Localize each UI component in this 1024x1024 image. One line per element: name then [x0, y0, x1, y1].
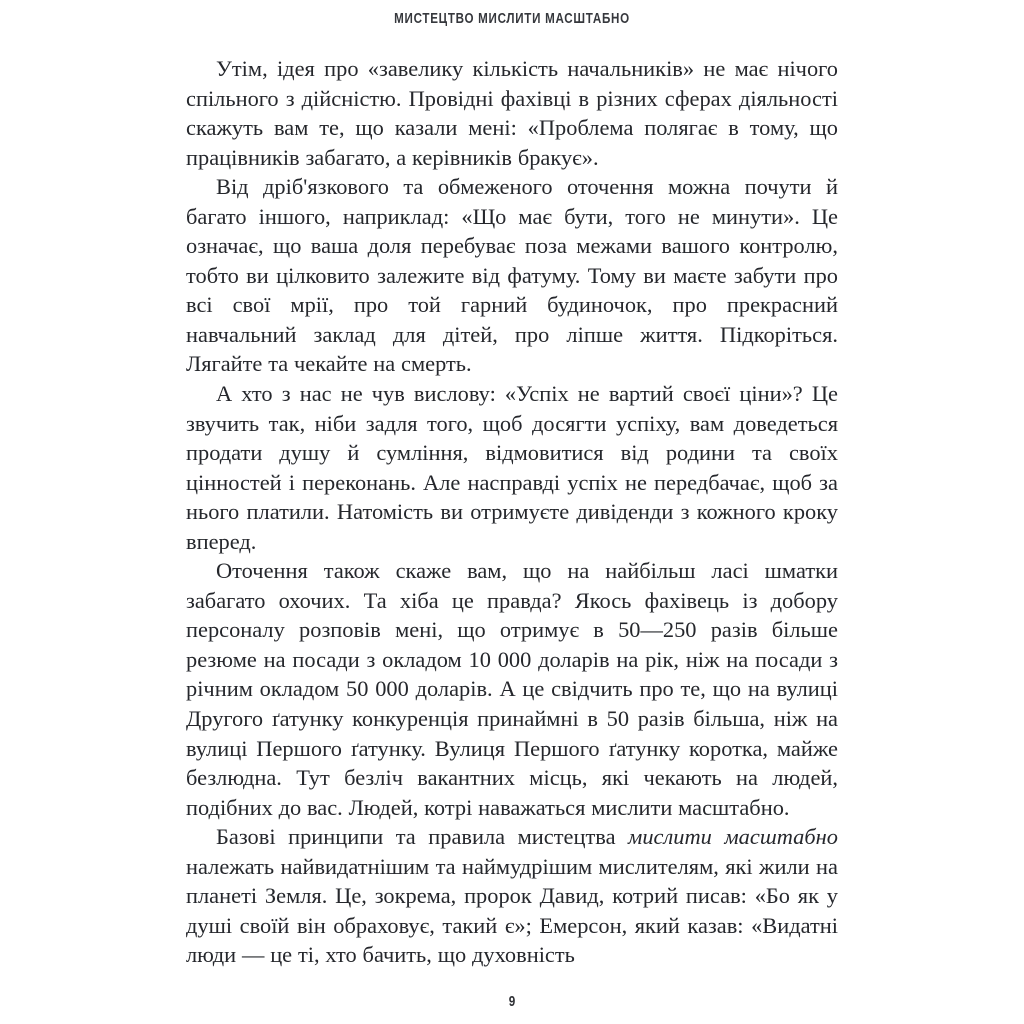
paragraph-5	[186, 822, 838, 970]
paragraph-2: Від дріб'язкового та обмеженого оточення можна почути й багато іншого, наприклад: «Що має бути, того не минути». Це означає, що ваша доля перебуває поза межами вашого контролю, тобто ви цілковито залежите від фатуму. Тому ви маєте забути про всі свої мрії, про той гарний будиночок, про прекрасний навчальний заклад для дітей, про ліпше життя. Підкоріться. Лягайте та чекайте на смерть.	[186, 174, 838, 377]
resume-ratio-range: 50—250	[618, 617, 697, 643]
running-head: МИСТЕЦТВО МИСЛИТИ МАСШТАБНО	[394, 11, 630, 27]
page-number: 9	[508, 993, 516, 1010]
salary-amount-low: 10 000	[468, 646, 532, 672]
paragraph-4	[186, 556, 838, 822]
salary-amount-high: 50 000	[346, 676, 409, 702]
competition-multiplier: 50	[606, 706, 630, 732]
paragraph-4-text-lead: Оточення також скаже вам, що на найбільш ласі шматки забагато охочих. Та хіба це правда? Якось фахівець із добору персоналу розповів мені, що отримує в	[186, 558, 838, 643]
paragraph-5-text-tail: належать найвидатнішим та наймудрішим мислителям, які жили на планеті Земля. Це, зокрема, пророк Давид, котрий писав: «Бо як у душі своїй він обраховує, такий є»; Емерсон, який казав: «Видатні люди — це ті, хто бачить, що духовність	[186, 853, 838, 968]
paragraph-4-text-mid-1: разів більше резюме на посади з окладом	[186, 617, 838, 672]
paragraph-4-text-mid-3: доларів. А це свідчить про те, що на вулиці Другого ґатунку конкуренція принаймні в	[186, 676, 839, 732]
body-text-column	[186, 54, 838, 970]
paragraph-1: Утім, ідея про «завелику кількість начальників» не має нічого спільного з дійсністю. Провідні фахівці в різних сферах діяльності скажуть вам те, що казали мені: «Проблема полягає в тому, що працівників забагато, а керівників бракує».	[186, 56, 838, 170]
paragraph-4-text-tail: разів більша, ніж на вулиці Першого ґатунку. Вулиця Першого ґатунку коротка, майже безлюдна. Тут безліч вакантних місць, які чекають на людей, подібних до вас. Людей, котрі наважаться мислити масштабно.	[186, 706, 839, 820]
paragraph-4-text-mid-2: доларів на рік, ніж на посади з річним окладом	[186, 646, 838, 702]
paragraph-3: А хто з нас не чув вислову: «Успіх не вартий своєї ціни»? Це звучить так, ніби задля того, щоб досягти успіху, вам доведеться продати душу й сумління, відмовитися від родини та своїх цінностей і переконань. Але насправді успіх не передбачає, щоб за нього платили. Натомість ви отримуєте дивіденди з кожного кроку вперед.	[186, 381, 838, 554]
paragraph-5-text-lead: Базові принципи та правила мистецтва	[216, 824, 629, 850]
emphasized-phrase: мислити масштабно	[628, 824, 838, 850]
